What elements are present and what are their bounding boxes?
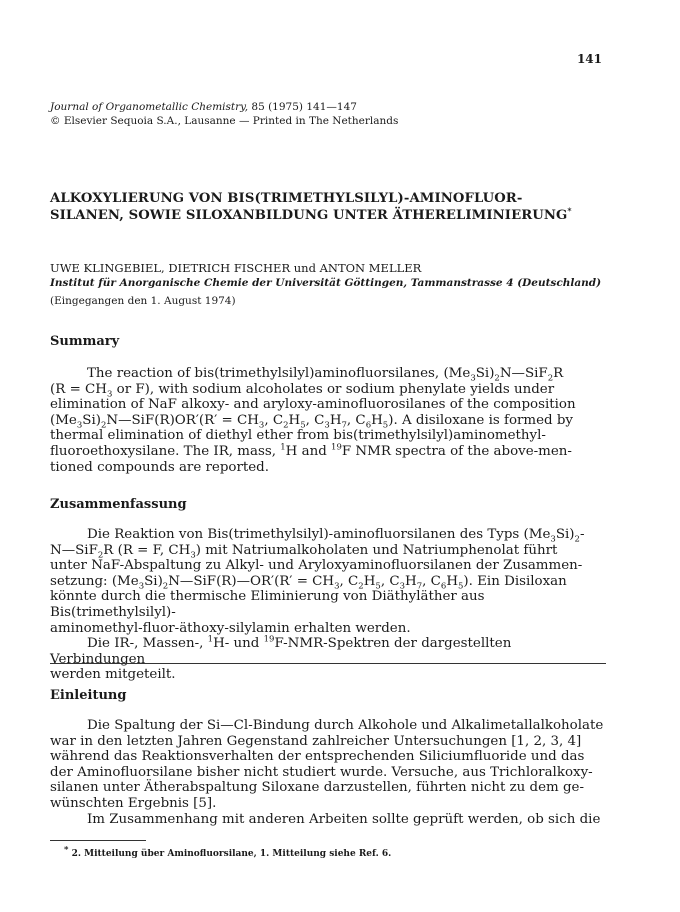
page-number: 141 <box>576 52 602 66</box>
footnote-text: 2. Mitteilung über Aminofluorsilane, 1. Mitteilung siehe Ref. 6. <box>71 849 392 859</box>
footnote <box>64 845 392 859</box>
journal-name: Journal of Organometallic Chemistry, <box>50 101 249 113</box>
zusammenfassung-heading: Zusammenfassung <box>50 497 187 512</box>
footnote-divider <box>50 840 146 841</box>
article-title <box>50 190 572 224</box>
journal-citation: 85 (1975) 141—147 <box>251 101 357 113</box>
footnote-mark: * <box>64 845 69 855</box>
title-footnote-mark: * <box>567 205 572 216</box>
title-line-1: ALKOXYLIERUNG VON BIS(TRIMETHYLSILYL)-AMINOFLUOR- <box>50 191 523 206</box>
copyright-line: © Elsevier Sequoia S.A., Lausanne — Printed in The Netherlands <box>50 115 399 127</box>
institution: Institut für Anorganische Chemie der Universität Göttingen, Tammanstrasse 4 (Deutschland) <box>50 277 602 289</box>
einleitung-text: Die Spaltung der Si—Cl-Bindung durch Alkohole und Alkalimetallalkoholate war in den letzten Jahren Gegenstand zahlreicher Untersuchungen [1, 2, 3, 4] während das Reaktionsverhalten der entsprechenden Siliciumfluoride und das der Aminofluorsilane bisher nicht studiert wurde. Versuche, aus Trichloralkoxy- silanen unter Ätherabspaltung Siloxane darzustellen, führten nicht zu dem ge- wünschten Ergebnis [5]. Im Zusammenhang mit anderen Arbeiten sollte geprüft werden, ob sich die <box>50 718 604 827</box>
einleitung-heading: Einleitung <box>50 688 127 703</box>
zusammenfassung-text: Die Reaktion von Bis(trimethylsilyl)-aminofluorsilanen des Typs $(Me_3Si)_2-$ N—SiF$_2$R (R = F, $CH_3$) mit Natriumalkoholaten und Natriumphenolat führt unter NaF-Abspaltung zu Alkyl- und Aryloxyaminofluorsilanen der Zusammen- setzung: $(Me_3Si)_2N—SiF(R)—OR'(R' = CH_3$, $C_2H_5$, $C_3H_7$, $C_6H_5$). Ein Disiloxan könnte durch die thermische Eliminierung von Diäthyläther aus Bis(trimethylsilyl)- aminomethyl-fluor-äthoxy-silylamin erhalten werden. Die IR-, Massen-, $^1$H- und $^{19}$F-NMR-Spektren der dargestellten Verbindungen werden mitgeteilt. <box>50 527 585 683</box>
journal-reference <box>50 100 398 128</box>
summary-heading: Summary <box>50 334 120 349</box>
title-line-2: SILANEN, SOWIE SILOXANBILDUNG UNTER ÄTHERELIMINIERUNG* <box>50 205 572 223</box>
authors: UWE KLINGEBIEL, DIETRICH FISCHER und ANTON MELLER <box>50 261 422 275</box>
received-date: (Eingegangen den 1. August 1974) <box>50 295 236 307</box>
section-divider <box>50 663 606 664</box>
journal-citation-line <box>50 100 398 114</box>
summary-text: The reaction of bis(trimethylsilyl)aminofluorsilanes, $(Me_3Si)_2N—SiF_2R$ ($R = CH_3$ or F), with sodium alcoholates or sodium phenylate yields under elimination of NaF alkoxy- and aryloxy-aminofluorosilanes of the composition $(Me_3Si)_2N—SiF(R)OR'(R' = CH_3$, $C_2H_5$, $C_3H_7$, $C_6H_5$). A disiloxane is formed by thermal elimination of diethyl ether from bis(trimethylsilyl)aminomethyl- fluoroethoxysilane. The IR, mass, $^1$H and $^{19}$F NMR spectra of the above-men- tioned compounds are reported. <box>50 366 576 475</box>
